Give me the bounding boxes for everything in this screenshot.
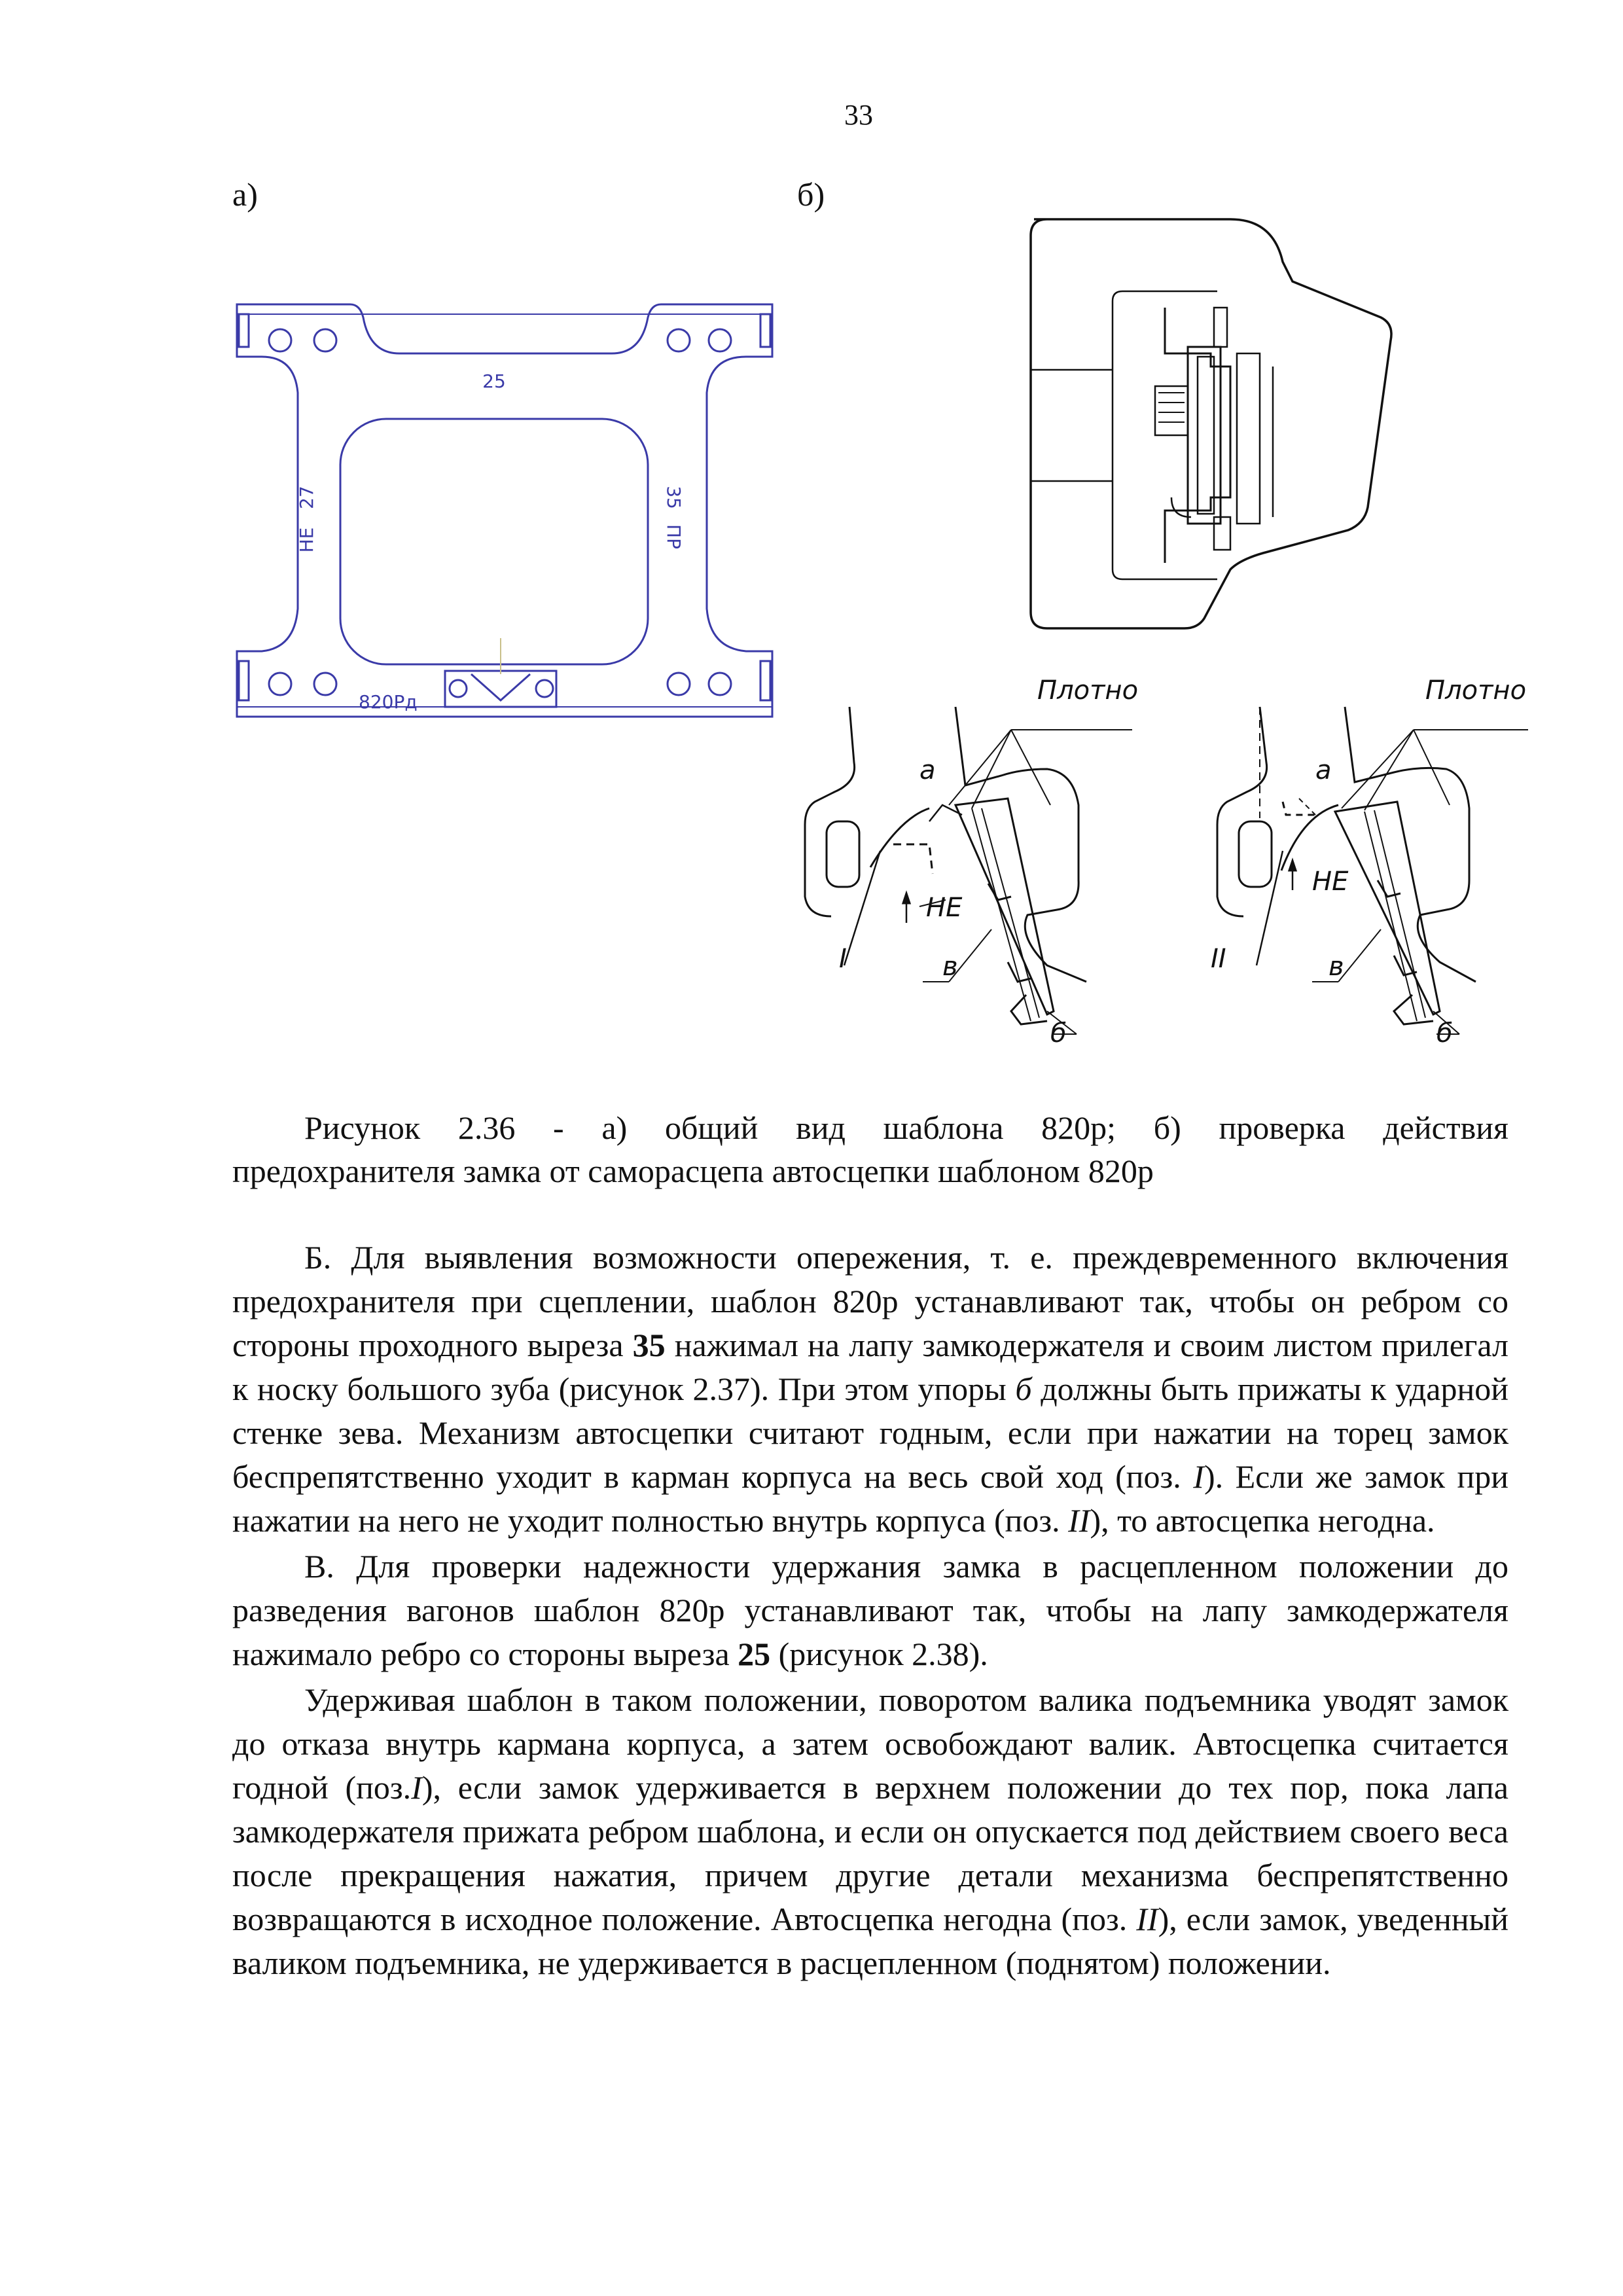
figure-caption <box>232 1106 1508 1193</box>
template-top-dim: 25 <box>482 370 506 392</box>
template-stamp: 820Рд <box>359 691 418 713</box>
body-text <box>232 1236 1508 1987</box>
caption-line-1: Рисунок 2.36 - а) общий вид шаблона 820р; б) проверка действия <box>304 1109 1508 1146</box>
template-right-dim: 35 <box>663 486 685 509</box>
position-2-label: II <box>1211 944 1226 974</box>
mark-b-left: б <box>1050 1018 1067 1049</box>
template-left-mark: НЕ <box>296 527 317 553</box>
mark-ne-right: НЕ <box>1312 867 1349 897</box>
mark-a-left: а <box>919 755 936 785</box>
paragraph-b: Б. Для выявления возможности опережения, т. е. преждевременного включения предохранителя при сцеплении, шаблон 820р устанавливают так, чтобы он ребром со стороны проходного выреза 35 нажимал на лапу замкодержателя и своим листом прилегал к носку большого зуба (рисунок 2.37). При этом упоры б должны быть прижаты к ударной стенке зева. Механизм автосцепки считают годным, если при нажатии на торец замок беспрепятственно уходит в карман корпуса на весь свой ход (поз. I). Если же замок при нажатии на него не уходит полностью внутрь корпуса (поз. II), то автосцепка негодна. <box>232 1239 1508 1539</box>
mark-b-right: б <box>1436 1018 1453 1049</box>
tight-label-right: Плотно <box>1425 675 1527 706</box>
mark-v-left: в <box>942 952 958 982</box>
page-number: 33 <box>844 99 873 131</box>
mark-v-right: в <box>1329 952 1344 982</box>
check-position-2-drawing <box>1217 707 1528 1034</box>
check-position-1-drawing <box>805 707 1132 1034</box>
coupler-head-drawing <box>1031 219 1391 628</box>
mark-a-right: а <box>1315 755 1332 785</box>
position-1-label: I <box>839 944 847 974</box>
mark-ne-left: НЕ <box>926 893 963 923</box>
tight-label-left: Плотно <box>1037 675 1139 706</box>
template-right-mark: ПР <box>663 524 685 549</box>
figure-label-b: б) <box>797 176 825 213</box>
figure-drawing <box>0 0 1623 1086</box>
template-left-dim: 27 <box>296 486 317 509</box>
paragraph-holding: Удерживая шаблон в таком положении, поворотом валика подъемника уводят замок до отказа внутрь кармана корпуса, а затем освобождают валик. Автосцепка считается годной (поз.I), если замок удерживается в верхнем положении до тех пор, пока лапа замкодержателя прижата ребром шаблона, и если он опускается под действием своего веса после прекращения нажатия, причем другие детали механизма беспрепятственно возвращаются в исходное положение. Автосцепка негодна (поз. II), если замок, уведенный валиком подъемника, не удерживается в расцепленном (поднятом) положении. <box>232 1681 1508 1981</box>
template-820r-drawing <box>237 304 772 717</box>
caption-line-2: предохранителя замка от саморасцепа автосцепки шаблоном 820р <box>232 1153 1154 1189</box>
figure-label-a: а) <box>232 176 258 213</box>
paragraph-v: В. Для проверки надежности удержания замка в расцепленном положении до разведения вагонов шаблон 820р устанавливают так, чтобы на лапу замкодержателя нажимало ребро со стороны выреза 25 (рисунок 2.38). <box>232 1548 1508 1672</box>
